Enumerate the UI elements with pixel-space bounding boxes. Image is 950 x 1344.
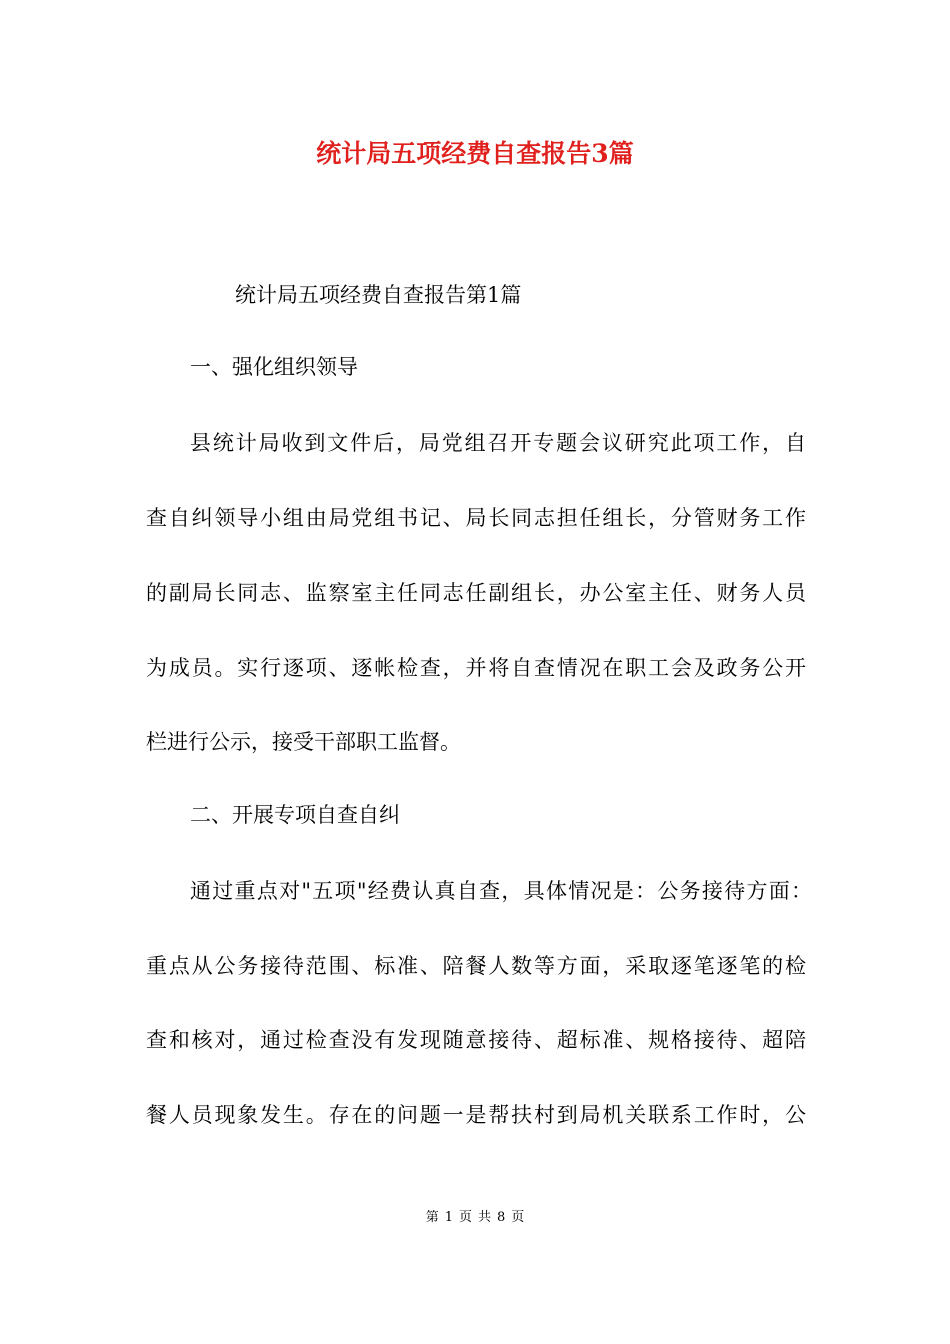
footer-total-unit: 页 bbox=[511, 1210, 525, 1225]
footer-total-pages: 8 bbox=[497, 1210, 506, 1225]
paragraph-line: 通过重点对"五项"经费认真自查，具体情况是：公务接待方面： bbox=[190, 879, 812, 903]
section-subtitle: 统计局五项经费自查报告第1篇 bbox=[235, 283, 522, 307]
paragraph-line: 查自纠领导小组由局党组书记、局长同志担任组长，分管财务工作 bbox=[146, 506, 806, 530]
paragraph-line: 重点从公务接待范围、标准、陪餐人数等方面，采取逐笔逐笔的检 bbox=[146, 954, 806, 978]
paragraph-line: 栏进行公示，接受干部职工监督。 bbox=[146, 730, 461, 754]
page-footer bbox=[0, 1208, 950, 1228]
paragraph-line: 为成员。实行逐项、逐帐检查，并将自查情况在职工会及政务公开 bbox=[146, 656, 806, 680]
section-heading-1: 一、强化组织领导 bbox=[190, 355, 358, 379]
footer-prefix: 第 bbox=[425, 1210, 439, 1225]
paragraph-line: 餐人员现象发生。存在的问题一是帮扶村到局机关联系工作时，公 bbox=[146, 1103, 806, 1127]
document-title: 统计局五项经费自查报告3篇 bbox=[316, 139, 634, 168]
footer-current-page: 1 bbox=[444, 1210, 453, 1225]
paragraph-line: 查和核对，通过检查没有发现随意接待、超标准、规格接待、超陪 bbox=[146, 1028, 806, 1052]
footer-page-unit: 页 bbox=[458, 1210, 472, 1225]
paragraph-line: 的副局长同志、监察室主任同志任副组长，办公室主任、财务人员 bbox=[146, 581, 806, 605]
footer-total-prefix: 共 bbox=[478, 1210, 492, 1225]
section-heading-2: 二、开展专项自查自纠 bbox=[190, 803, 400, 827]
paragraph-line: 县统计局收到文件后，局党组召开专题会议研究此项工作，自 bbox=[190, 431, 806, 455]
